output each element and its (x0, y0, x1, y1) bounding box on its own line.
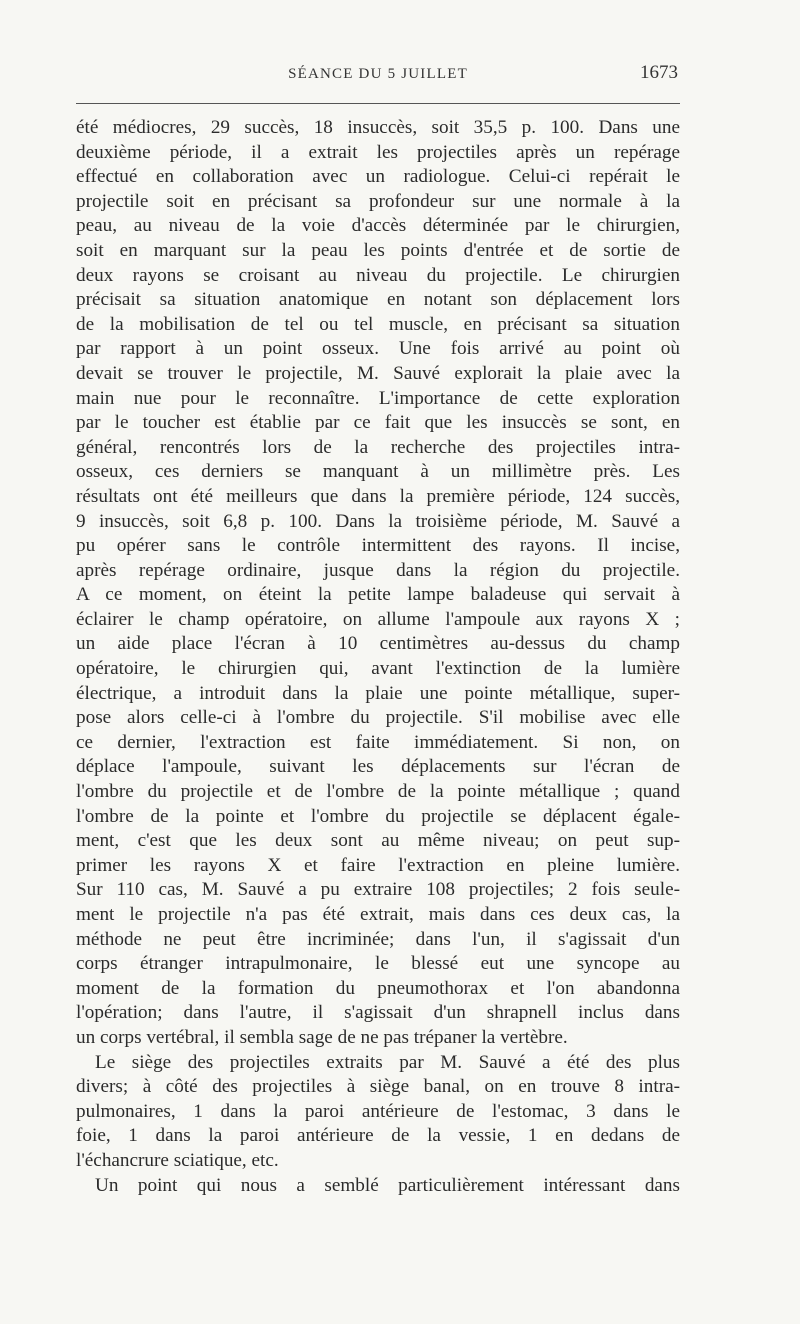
text-line: pulmonaires, 1 dans la paroi antérieure de l'estomac, 3 dans le (76, 1100, 680, 1122)
paragraph (76, 1174, 680, 1199)
text-line: de la mobilisation de tel ou tel muscle, en précisant sa situation (76, 313, 680, 335)
text-line: main nue pour le reconnaître. L'importance de cette exploration (76, 387, 680, 409)
text-line: primer les rayons X et faire l'extraction en pleine lumière. (76, 854, 680, 876)
text-line: corps étranger intrapulmonaire, le blessé eut une syncope au (76, 953, 680, 975)
text-line: pu opérer sans le contrôle intermittent des rayons. Il incise, (76, 535, 680, 557)
text-line: après repérage ordinaire, jusque dans la région du projectile. (76, 559, 680, 581)
text-line: peau, au niveau de la voie d'accès déterminée par le chirurgien, (76, 215, 680, 237)
text-line: opératoire, le chirurgien qui, avant l'extinction de la lumière (76, 658, 680, 680)
text-line: l'opération; dans l'autre, il s'agissait d'un shrapnell inclus dans (76, 1002, 680, 1024)
text-line: deuxième période, il a extrait les projectiles après un repérage (76, 141, 680, 163)
text-line: projectile soit en précisant sa profondeur sur une normale à la (76, 190, 680, 212)
text-line: deux rayons se croisant au niveau du projectile. Le chirurgien (76, 264, 680, 286)
text-line: Un point qui nous a semblé particulièrement intéressant dans (95, 1174, 680, 1196)
running-header (76, 62, 680, 92)
text-line: divers; à côté des projectiles à siège banal, on en trouve 8 intra- (76, 1076, 680, 1098)
text-line: 9 insuccès, soit 6,8 p. 100. Dans la troisième période, M. Sauvé a (76, 510, 680, 532)
text-line: résultats ont été meilleurs que dans la première période, 124 succès, (76, 485, 680, 507)
text-line: été médiocres, 29 succès, 18 insuccès, soit 35,5 p. 100. Dans une (76, 117, 680, 138)
text-line: éclairer le champ opératoire, on allume l'ampoule aux rayons X ; (76, 608, 680, 630)
text-line: ce dernier, l'extraction est faite immédiatement. Si non, on (76, 731, 680, 753)
text-line: moment de la formation du pneumothorax et l'on abandonna (76, 977, 680, 999)
text-line: l'ombre de la pointe et l'ombre du projectile se déplacent égale- (76, 805, 680, 827)
text-line: ment, c'est que les deux sont au même niveau; on peut sup- (76, 830, 680, 852)
paragraph (76, 1051, 680, 1174)
body-text (76, 116, 680, 1198)
text-line: osseux, ces derniers se manquant à un millimètre près. Les (76, 461, 680, 483)
text-line: méthode ne peut être incriminée; dans l'un, il s'agissait d'un (76, 928, 680, 950)
text-line: déplace l'ampoule, suivant les déplacements sur l'écran de (76, 756, 680, 778)
text-line: soit en marquant sur la peau les points d'entrée et de sortie de (76, 239, 680, 261)
text-line: ment le projectile n'a pas été extrait, mais dans ces deux cas, la (76, 904, 680, 925)
text-line: précisait sa situation anatomique en notant son déplacement lors (76, 289, 680, 311)
header-title: SÉANCE DU 5 JUILLET (288, 66, 468, 82)
text-line: foie, 1 dans la paroi antérieure de la vessie, 1 en dedans de (76, 1125, 680, 1147)
text-line: un aide place l'écran à 10 centimètres au-dessus du champ (76, 633, 680, 655)
header-rule (76, 103, 680, 104)
text-line: par le toucher est établie par ce fait que les insuccès se sont, en (76, 412, 680, 434)
text-line: l'ombre du projectile et de l'ombre de la pointe métallique ; quand (76, 781, 680, 803)
text-line: A ce moment, on éteint la petite lampe baladeuse qui servait à (76, 584, 680, 606)
text-line: par rapport à un point osseux. Une fois arrivé au point où (76, 338, 680, 360)
paragraph (76, 116, 680, 1051)
text-line: général, rencontrés lors de la recherche des projectiles intra- (76, 436, 680, 458)
text-line: effectué en collaboration avec un radiologue. Celui-ci repérait le (76, 166, 680, 188)
text-line: Le siège des projectiles extraits par M. Sauvé a été des plus (95, 1051, 680, 1073)
text-line: devait se trouver le projectile, M. Sauvé explorait la plaie avec la (76, 362, 680, 384)
text-line: l'échancrure sciatique, etc. (76, 1149, 279, 1171)
text-line: électrique, a introduit dans la plaie une pointe métallique, super- (76, 682, 680, 704)
page-number: 1673 (640, 62, 678, 83)
text-line: un corps vertébral, il sembla sage de ne pas trépaner la vertèbre. (76, 1026, 568, 1048)
text-line: pose alors celle-ci à l'ombre du projectile. S'il mobilise avec elle (76, 707, 680, 729)
text-line: Sur 110 cas, M. Sauvé a pu extraire 108 projectiles; 2 fois seule- (76, 879, 680, 901)
